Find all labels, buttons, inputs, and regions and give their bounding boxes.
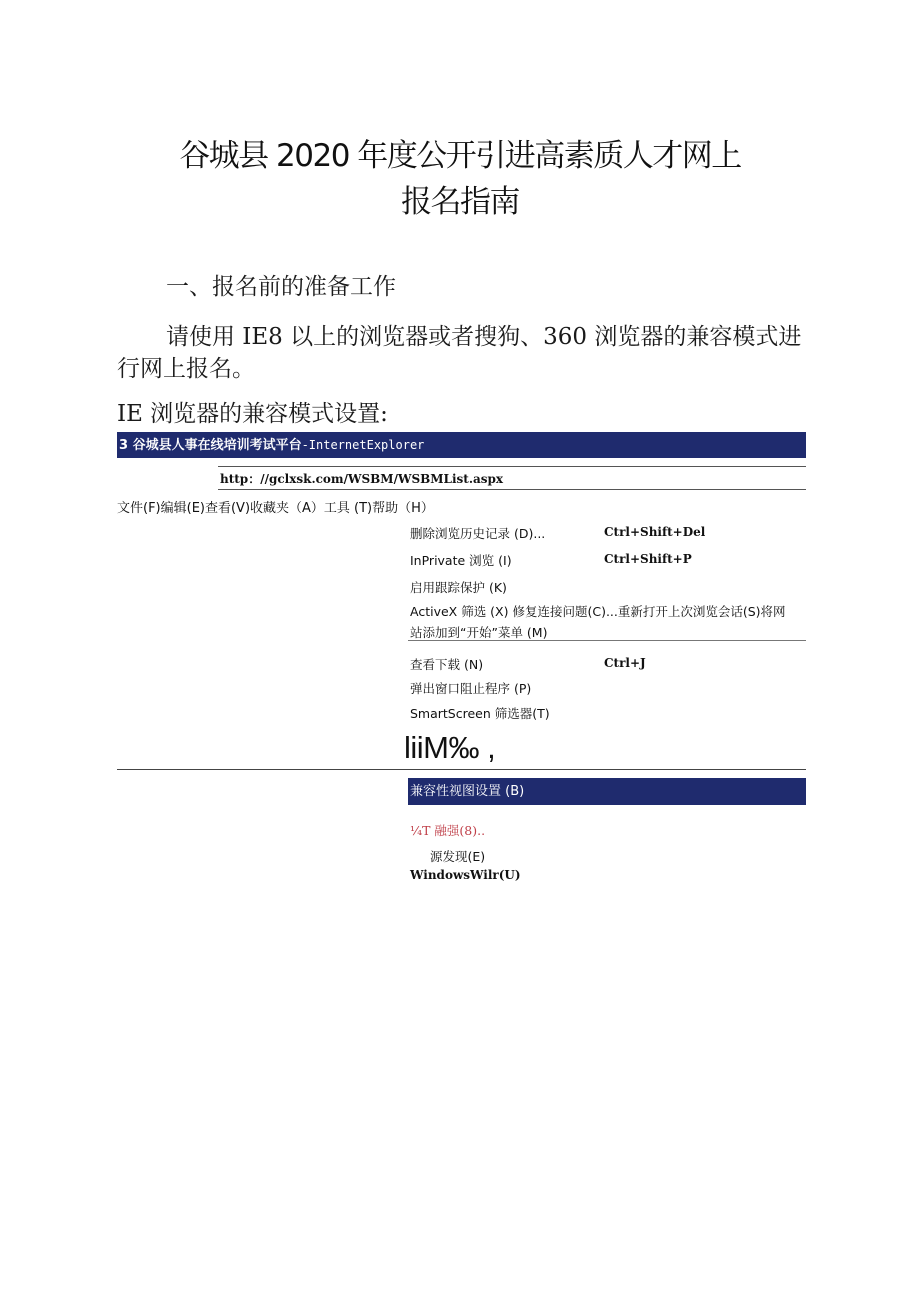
browser-menubar[interactable]: 文件(F)编辑(E)查看(V)收藏夹（A）工具 (T)帮助（H）	[117, 501, 434, 516]
instruction-paragraph-line-2: 行网上报名。	[117, 356, 255, 382]
garbled-menu-text: liiM‰ ,	[404, 730, 496, 765]
menu-item-red[interactable]: ¼T 融强(8)..	[410, 823, 486, 838]
menu-item-delete-history[interactable]: 删除浏览历史记录 (D)...	[410, 526, 546, 541]
menu-item-popup-blocker[interactable]: 弹出窗口阻止程序 (P)	[410, 681, 532, 696]
menu-item-compat-view-settings[interactable]	[408, 778, 806, 805]
document-title-line-1: 谷城县 2020 年度公开引进高素质人才网上	[179, 138, 741, 174]
address-bar-bottom-divider	[218, 489, 806, 490]
shortcut-delete-history: Ctrl+Shift+Del	[604, 525, 706, 539]
menu-item-windows-update[interactable]: WindowsWilr(U)	[410, 868, 521, 882]
browser-title-bar	[117, 432, 806, 458]
instruction-paragraph-line-1: 请使用 IE8 以上的浏览器或者搜狗、360 浏览器的兼容模式进	[166, 324, 802, 350]
menu-item-add-to-start[interactable]: 站添加到“开始”菜单 (M)	[410, 625, 548, 640]
address-bar-url[interactable]: http：//gclxsk.com/WSBM/WSBMList.aspx	[220, 472, 504, 486]
menu-divider	[117, 769, 806, 770]
menu-item-activex-filter[interactable]: ActiveX 筛选 (X) 修复连接问题(C)...重新打开上次浏览会话(S)将网	[410, 604, 786, 619]
browser-title-text: 3 谷城县人事在线培训考试平台	[119, 438, 302, 453]
menu-item-smartscreen[interactable]: SmartScreen 筛选器(T)	[410, 706, 550, 721]
shortcut-view-downloads: Ctrl+J	[604, 656, 646, 670]
compat-view-label: 兼容性视图设置 (B)	[410, 784, 525, 799]
menu-item-source[interactable]: 源发现(E)	[430, 849, 486, 864]
ie-compat-heading: IE 浏览器的兼容模式设置:	[117, 401, 388, 427]
browser-title-suffix: -InternetExplorer	[301, 438, 425, 452]
menu-separator	[408, 640, 806, 641]
document-title-line-2: 报名指南	[401, 184, 519, 220]
shortcut-inprivate: Ctrl+Shift+P	[604, 552, 692, 566]
menu-item-inprivate[interactable]: InPrivate 浏览 (I)	[410, 553, 512, 568]
address-bar-top-divider	[218, 466, 806, 467]
menu-item-view-downloads[interactable]: 查看下载 (N)	[410, 657, 484, 672]
section-heading: 一、报名前的准备工作	[166, 274, 396, 300]
menu-item-tracking-protection[interactable]: 启用跟踪保护 (K)	[410, 580, 507, 595]
